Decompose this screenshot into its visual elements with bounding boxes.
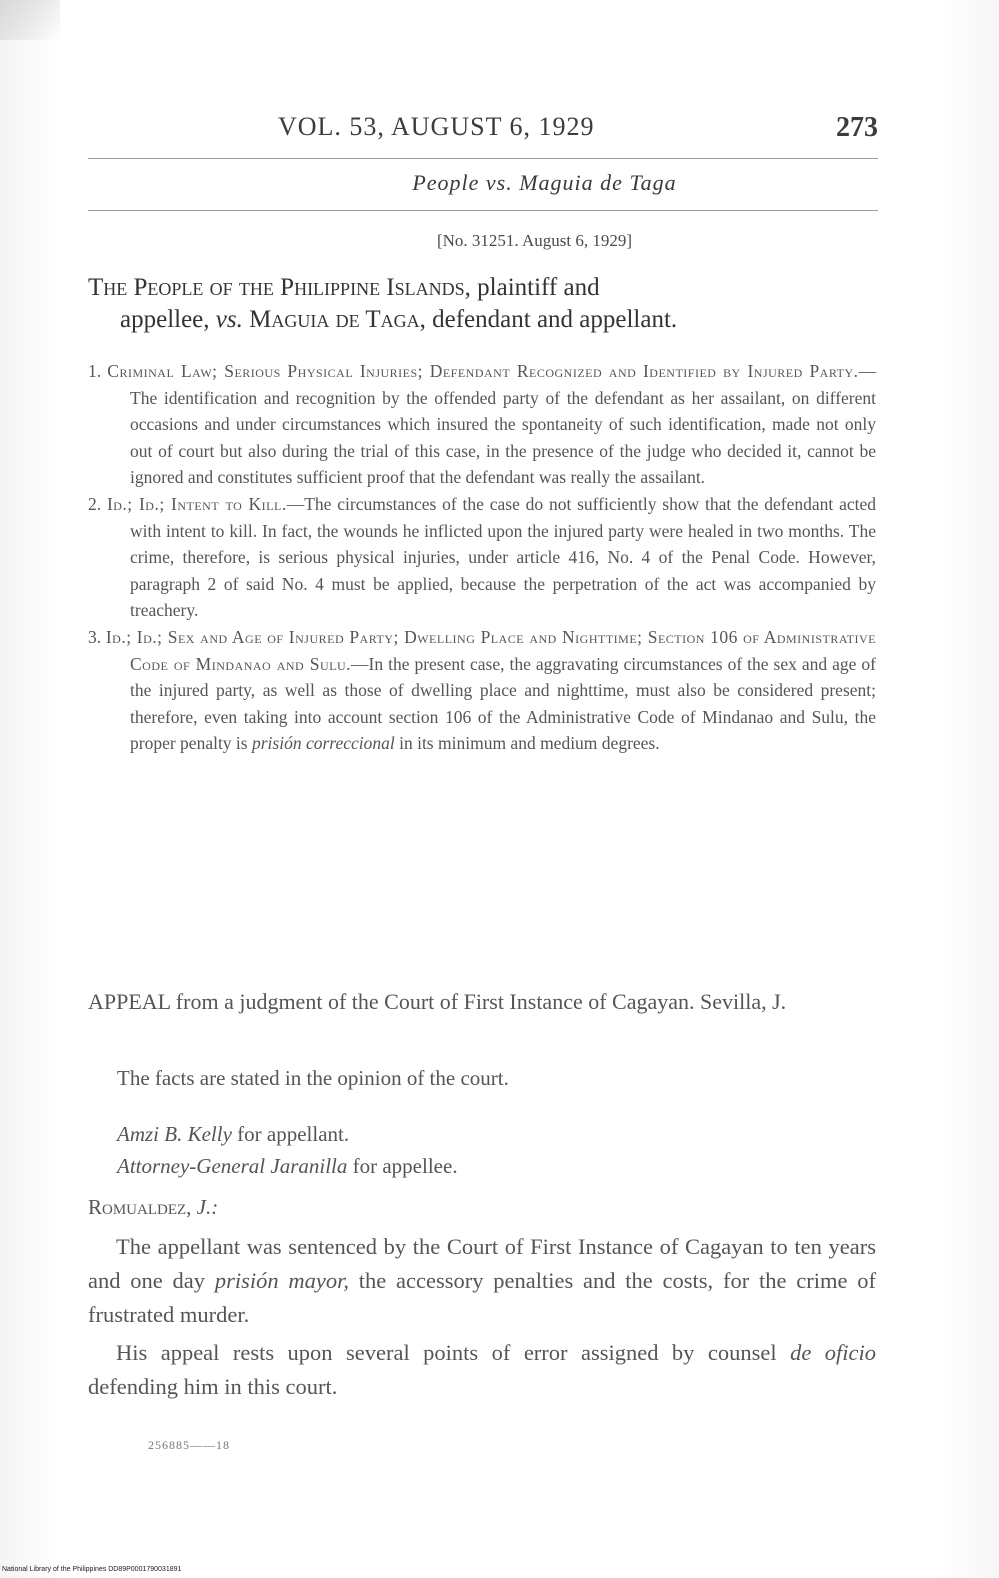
opinion-italic: prisión mayor, [214, 1268, 349, 1293]
syllabus-text: —The circumstances of the case do not sufficiently show that the defendant acted with intent to kill. In fact, the wounds he inflicted upon the injured party were healed in two months. The crime, therefore, is serious physical injuries, under article 416, No. 4 of the Penal Code. However, paragraph 2 of said No. 4 must be applied, because the perpetration of the act was accompanied by treachery. [130, 493, 876, 621]
header-rule-top [88, 158, 878, 159]
opinion-text: His appeal rests upon several points of error assigned by counsel [116, 1340, 791, 1365]
versus: vs. [215, 306, 243, 333]
syllabus-number: 3. [88, 626, 106, 647]
judge-name: Romualdez, [88, 1195, 192, 1219]
opinion-text: The appellant was sentenced by the Court of First Instance of Cagayan to ten years and one day [88, 1234, 876, 1293]
syllabus-text: —The identification and recognition by the offended party of the defendant as her assailant, on different occasions and under circumstances which insured the spontaneity of such identification, made not only out of court but also during the trial of this case, in the presence of the judge who decided it, cannot be ignored and constitutes sufficient proof that the defendant was really the assailant. [130, 361, 876, 488]
scan-shadow [0, 0, 60, 40]
counsel-line [117, 1150, 458, 1182]
syllabus-heading: Id.; Id.; Sex and Age of Injured Party; Dwelling Place and Nighttime; Section 106 of Administrative Code of Mindanao and Sulu. [105, 626, 877, 674]
syllabus-heading: Criminal Law; Serious Physical Injuries; Defendant Recognized and Identified by Injured Party. [107, 361, 859, 381]
party-defendant: Maguia de Taga, [242, 306, 426, 333]
counsel-role: for appellant. [231, 1122, 350, 1146]
library-watermark: National Library of the Philippines DD89P0001790031891 [2, 1566, 182, 1573]
counsel-name: Attorney-General Jaranilla [117, 1154, 348, 1178]
counsel-line [117, 1118, 458, 1150]
syllabus-tail: in its minimum and medium degrees. [394, 733, 660, 754]
syllabus-number: 2. [88, 493, 107, 514]
opinion-italic: de oficio [790, 1340, 876, 1365]
syllabus-number: 1. [88, 361, 108, 381]
volume-title: VOL. 53, AUGUST 6, 1929 [278, 112, 595, 141]
case-number: [No. 31251. August 6, 1929] [436, 231, 633, 250]
party-plaintiff: The People of the Philippine Islands, [88, 274, 471, 301]
header-rule-bottom [88, 210, 878, 211]
party-plaintiff-role: plaintiff and [470, 274, 600, 301]
syllabus-item [88, 491, 876, 624]
syllabus-italic: prisión correccional [251, 733, 395, 754]
syllabus-heading: Id.; Id.; Intent to Kill. [106, 493, 287, 514]
running-head [88, 112, 878, 152]
case-caption: People vs. Maguia de Taga [412, 170, 677, 195]
party-line-2 [88, 304, 878, 336]
syllabus-item [88, 624, 876, 757]
ponente [88, 1195, 218, 1220]
page-number: 273 [836, 112, 878, 143]
counsel-role: for appellee. [347, 1154, 458, 1178]
opinion-paragraph [88, 1336, 876, 1404]
opinion-paragraph [88, 1230, 876, 1332]
opinion-text: defending him in this court. [88, 1374, 338, 1399]
party-appellee-role: appellee, [120, 306, 216, 333]
opinion-text: the accessory penalties and the costs, for the crime of frustrated murder. [88, 1268, 876, 1327]
syllabus [88, 358, 876, 757]
case-parties [88, 272, 878, 336]
facts-statement: The facts are stated in the opinion of the court. [117, 1066, 509, 1090]
syllabus-item [88, 358, 876, 491]
counsel-name: Amzi B. Kelly [117, 1122, 232, 1146]
appeal-line: APPEAL from a judgment of the Court of First Instance of Cagayan. Sevilla, J. [88, 989, 787, 1014]
judge-suffix: J.: [191, 1195, 219, 1219]
opinion-body [88, 1230, 876, 1408]
party-defendant-role: defendant and appellant. [425, 306, 678, 333]
syllabus-text: —In the present case, the aggravating circumstances of the sex and age of the injured party, as well as those of dwelling place and nighttime, must also be considered present; therefore, even taking into account section 106 of the Administrative Code of Mindanao and Sulu, the proper penalty is [130, 653, 876, 754]
counsel-block [117, 1118, 458, 1182]
signature-code: 256885——18 [148, 1438, 230, 1452]
